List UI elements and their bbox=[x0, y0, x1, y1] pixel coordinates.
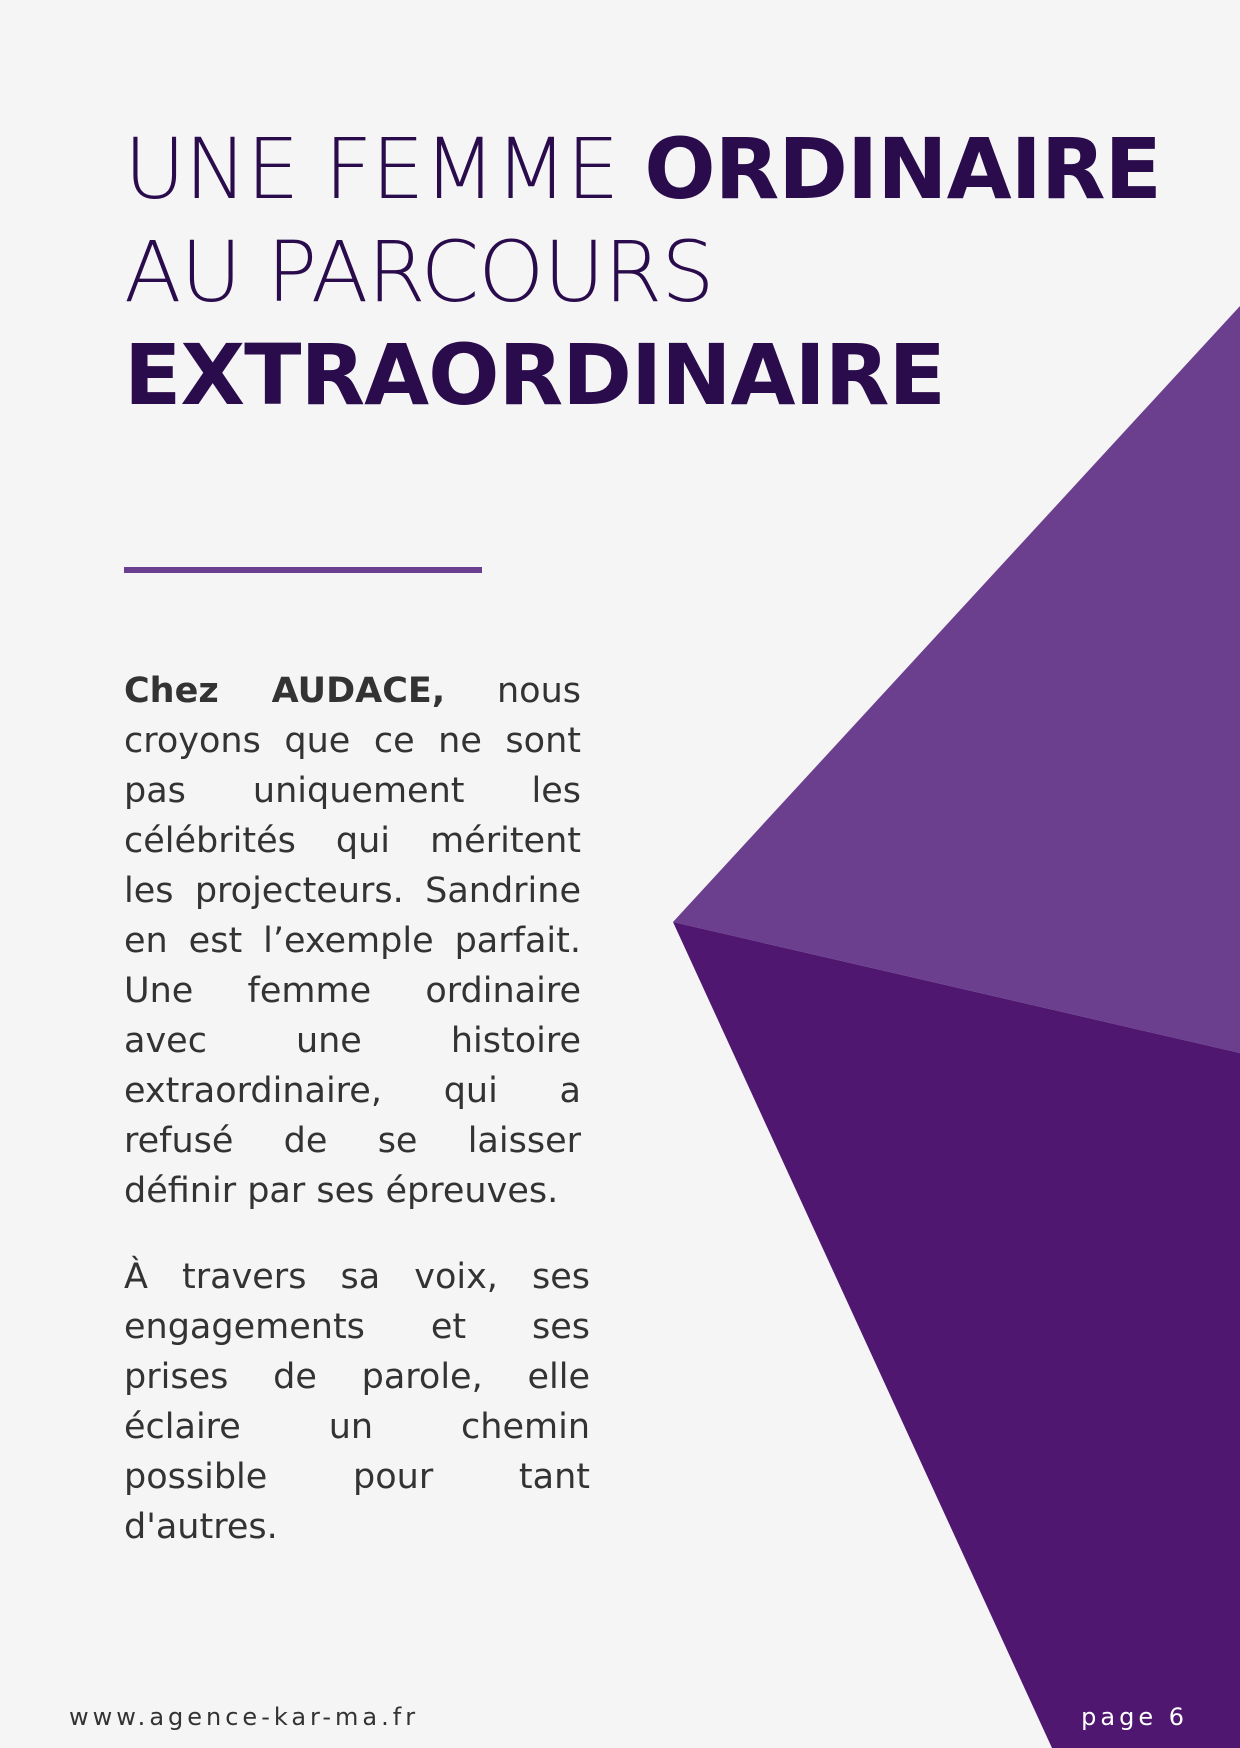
intro-bold-lead: Chez AUDACE, bbox=[124, 671, 446, 711]
lower-dark-purple-shape bbox=[673, 922, 1240, 1748]
title-line2-light: AU PARCOURS bbox=[124, 223, 714, 321]
intro-text: nous croyons que ce ne sont pas uniquement les célébrités qui méritent les projecteurs. Sandrine en est l’exemple parfait. Une femme ordinaire avec une histoire extraordinaire, qui a refusé de se laisser définir par ses épreuves. bbox=[124, 671, 581, 1211]
title-divider bbox=[124, 567, 482, 573]
footer-page-number: page 6 bbox=[1081, 1703, 1188, 1731]
title-line1-bold: ORDINAIRE bbox=[644, 120, 1161, 218]
intro-paragraph bbox=[124, 666, 581, 1216]
title-line3-bold: EXTRAORDINAIRE bbox=[124, 326, 945, 424]
page-title bbox=[124, 118, 1161, 427]
title-line1-light: UNE FEMME bbox=[124, 120, 645, 218]
second-paragraph: À travers sa voix, ses engagements et ses prises de parole, elle éclaire un chemin possible pour tant d'autres. bbox=[124, 1257, 590, 1547]
footer-website: www.agence-kar-ma.fr bbox=[69, 1703, 420, 1731]
